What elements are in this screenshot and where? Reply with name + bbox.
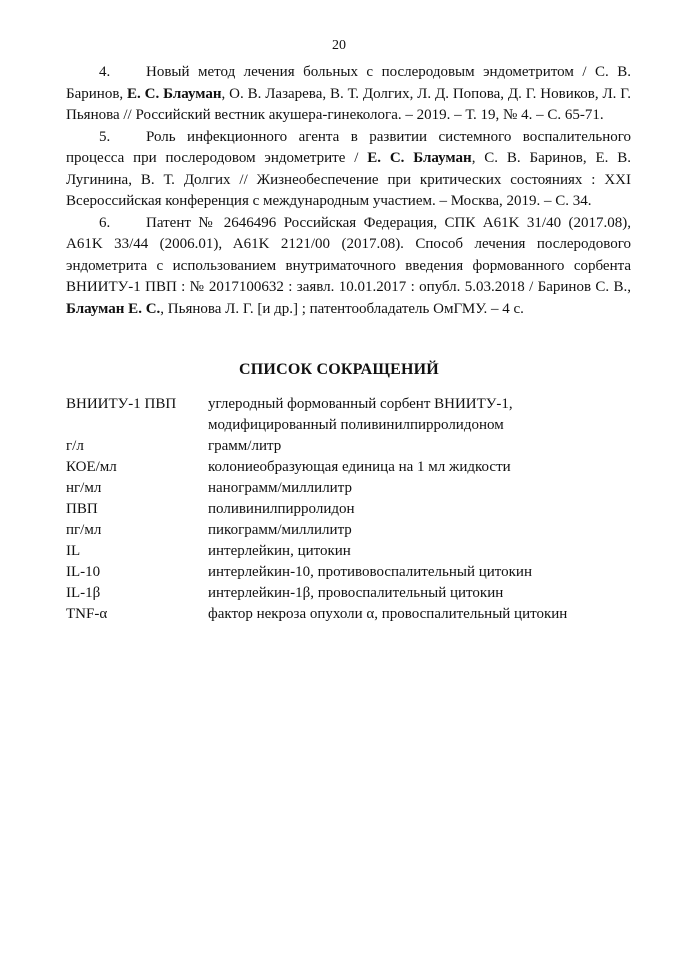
abbreviation-definition: интерлейкин-1β, провоспалительный цитокин [208,585,504,601]
abbreviation-term: пг/мл [66,522,102,538]
abbreviation-row [66,604,636,625]
reference-item [66,62,631,127]
reference-text: Роль инфекционного агента в развитии системного воспалительного процесса при послеродовом эндометрите / [66,128,631,166]
abbreviation-row [66,562,636,583]
abbreviation-definition: пикограмм/миллилитр [208,522,352,538]
abbreviation-term: нг/мл [66,480,102,496]
reference-text: , О. В. Лазарева, В. Т. Долгих, Л. Д. Попова, Д. Г. Новиков, Л. Г. Пьянова // Российский вестник акушера-гинеколога. – 2019. – Т. 19, № 4. – С. 65-71. [66,85,631,123]
reference-text: Патент № 2646496 Российская Федерация, СПК A61K 31/40 (2017.08), A61K 33/44 (2006.01), A61K 2121/00 (2017.08). Способ лечения послеродового эндометрита с использованием внутриматочного введения формованного сорбента ВНИИТУ-1 ПВП : № 2017100632 : заявл. 10.01.2017 : опубл. 5.03.2018 / Баринов С. В., [66,214,631,295]
abbreviation-definition: колониеобразующая единица на 1 мл жидкости [208,459,511,475]
reference-number: 5. [99,128,111,145]
abbreviation-definition: нанограмм/миллилитр [208,480,352,496]
abbreviation-row [66,499,636,520]
abbreviation-term: IL-1β [66,585,101,601]
reference-item [66,213,631,321]
reference-item [66,127,631,213]
reference-text: , С. В. Баринов, Е. В. Лугинина, В. Т. Долгих // Жизнеобеспечение при критических состояниях : XXI Всероссийская конференция с международным участием. – Москва, 2019. – С. 34. [66,150,631,209]
abbreviation-term: ПВП [66,501,98,517]
abbreviation-row [66,541,636,562]
abbreviation-definition: фактор некроза опухоли α, провоспалительный цитокин [208,606,568,622]
abbreviation-term: IL [66,543,81,559]
reference-list [66,62,631,320]
reference-text: , Пьянова Л. Г. [и др.] ; патентообладатель ОмГМУ. – 4 с. [160,300,524,317]
abbreviation-term: IL-10 [66,564,101,580]
abbreviation-row [66,394,636,415]
abbreviations-heading: СПИСОК СОКРАЩЕНИЙ [239,361,439,378]
abbreviation-definition-continuation: модифицированный поливинилпирролидоном [208,417,504,433]
abbreviation-row [66,436,636,457]
abbreviation-definition: интерлейкин-10, противовоспалительный цитокин [208,564,532,580]
abbreviation-definition: грамм/литр [208,438,282,454]
reference-author-highlight: Е. С. Блауман [367,150,472,166]
abbreviation-term: ВНИИТУ-1 ПВП [66,396,177,412]
abbreviation-row [66,520,636,541]
abbreviation-term: TNF-α [66,606,108,622]
page-number: 20 [332,38,346,53]
abbreviation-row [66,457,636,478]
reference-author-highlight: Е. С. Блауман [127,85,222,102]
abbreviation-row [66,583,636,604]
reference-text: Новый метод лечения больных с послеродовым эндометритом / С. В. Баринов, [66,64,631,102]
abbreviation-row [66,478,636,499]
reference-number: 4. [99,64,111,80]
reference-number: 6. [99,214,111,231]
abbreviation-term: КОЕ/мл [66,459,117,475]
abbreviation-term-empty [66,415,208,436]
abbreviation-definition: интерлейкин, цитокин [208,543,351,559]
abbreviations-list [66,394,636,625]
reference-author-highlight: Блауман Е. С. [66,300,161,317]
abbreviation-definition: поливинилпирролидон [208,501,355,517]
abbreviation-term: г/л [66,438,84,454]
abbreviation-definition: углеродный формованный сорбент ВНИИТУ-1, [208,396,513,412]
abbreviation-row-continuation [66,415,636,436]
